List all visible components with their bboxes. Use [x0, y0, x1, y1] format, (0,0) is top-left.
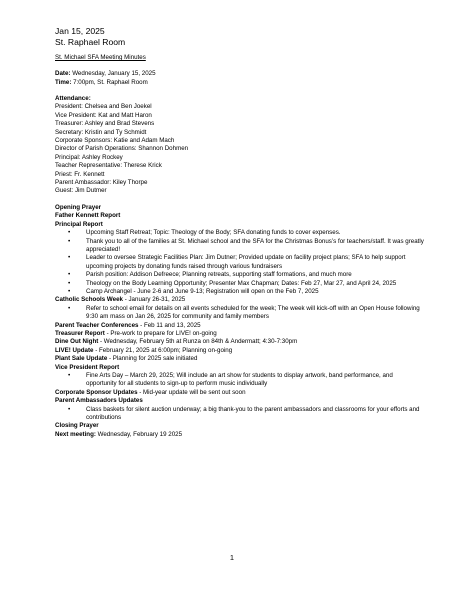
section-value: - Pre-work to prepare for LIVE! on-going — [104, 329, 217, 337]
attendance-line: Principal: Ashley Rockey — [55, 153, 123, 161]
list-item: • Thank you to all of the families at St. Michael school and the SFA for the Christmas Bonus’s for teachers/staff. It was greatly appreciated! — [55, 238, 425, 255]
document-title: St. Michael SFA Meeting Minutes — [55, 54, 146, 62]
next-meeting-value: Wednesday, February 19 2025 — [95, 430, 183, 438]
attendance-line: Teacher Representative: Therese Krick — [55, 162, 162, 170]
live-update — [55, 347, 425, 355]
treasurer-report — [55, 330, 425, 338]
attendance-heading: Attendance: — [55, 95, 91, 102]
meta-time-label: Time: — [55, 78, 72, 86]
section-label: Parent Teacher Conferences — [55, 321, 139, 329]
vice-president-report-list — [55, 372, 425, 389]
closing-prayer-heading: Closing Prayer — [55, 422, 99, 430]
parent-ambassadors-heading: Parent Ambassadors Updates — [55, 397, 143, 405]
corporate-sponsor-updates — [55, 389, 425, 397]
section-value: - Wednesday, February 5th at Runza on 84th & Andermatt; 4:30-7:30pm — [98, 338, 298, 346]
document-page — [55, 26, 425, 439]
attendance-line: Secretary: Kristin and Ty Schmidt — [55, 128, 147, 136]
attendance-line: Vice President: Kat and Matt Haron — [55, 111, 152, 119]
father-report-heading: Father Kennett Report — [55, 212, 121, 220]
page-number: 1 — [229, 553, 235, 562]
catholic-schools-week-label: Catholic Schools Week — [55, 296, 123, 304]
parent-teacher-conferences — [55, 322, 425, 330]
meta-time-value: 7:00pm, St. Raphael Room — [71, 78, 148, 86]
section-label: Plant Sale Update — [55, 355, 108, 363]
list-item: • Camp Archangel - June 2-6 and June 9-13; Registration will open on the Feb 7, 2025 — [55, 288, 425, 296]
meta-date-value: Wednesday, January 15, 2025 — [70, 70, 156, 78]
dine-out-night — [55, 338, 425, 346]
catholic-schools-week-list — [55, 305, 425, 322]
header-date: Jan 15, 2025 — [55, 26, 105, 36]
section-label: Dine Out Night — [55, 338, 99, 346]
attendance-line: Director of Parish Operations: Shannon Dohmen — [55, 145, 189, 153]
section-label: Treasurer Report — [55, 329, 105, 337]
next-meeting — [55, 431, 425, 439]
parent-ambassadors-list — [55, 406, 425, 423]
section-label: Corporate Sponsor Updates — [55, 388, 138, 396]
attendance-line: Priest: Fr. Kennett — [55, 170, 105, 178]
catholic-schools-week-value: - January 26-31, 2025 — [122, 296, 186, 304]
attendance-line: Guest: Jim Dutmer — [55, 187, 107, 195]
section-value: - Feb 11 and 13, 2025 — [138, 321, 201, 329]
principal-report-heading: Principal Report — [55, 220, 103, 228]
section-value: - Planning for 2025 sale initiated — [107, 355, 198, 363]
list-item: • Fine Arts Day – March 29, 2025; Will include an art show for students to display artwork, band performance, and opportunity for all students to sign-up to perform music individually — [55, 372, 425, 389]
attendance-line: Parent Ambassador: Kiley Thorpe — [55, 179, 148, 187]
list-item: • Class baskets for silent auction underway; a big thank-you to the parent ambassadors and classrooms for your efforts and contributions — [55, 406, 425, 423]
principal-report-list — [55, 229, 425, 296]
section-value: - February 21, 2025 at 6:00pm; Planning on-going — [93, 346, 233, 354]
section-label: LIVE! Update — [55, 346, 94, 354]
meta-time — [55, 79, 425, 87]
header-room: St. Raphael Room — [55, 36, 126, 47]
list-item: • Upcoming Staff Retreat; Topic: Theology of the Body; SFA donating funds to cover expenses. — [55, 229, 425, 237]
attendance-line: Treasurer: Ashley and Brad Stevens — [55, 120, 155, 128]
section-value: - Mid-year update will be sent out soon — [137, 388, 246, 396]
next-meeting-label: Next meeting: — [55, 430, 96, 438]
list-item: • Parish position: Addison Defreece; Planning retreats, supporting staff formations, and much more — [55, 271, 425, 279]
catholic-schools-week — [55, 296, 425, 304]
meta-date — [55, 70, 425, 78]
list-item: • Refer to school email for details on all events scheduled for the week; The week will kick-off with an Open House following 9:30 am mass on Jan 26, 2025 for community and family members — [55, 305, 425, 322]
attendance-line: President: Chelsea and Ben Joekel — [55, 103, 152, 111]
opening-prayer-heading: Opening Prayer — [55, 203, 102, 211]
list-item: • Leader to oversee Strategic Facilities Plan: Jim Dutner; Provided update on facility project plans; SFA to help support upcoming projects by donating funds raised through various fundraisers — [55, 254, 425, 271]
attendance-line: Corporate Sponsors: Katie and Adam Mach — [55, 137, 175, 145]
list-item: • Theology on the Body Learning Opportunity; Presenter Max Chapman; Dates: Feb 27, Mar 27, and April 24, 2025 — [55, 280, 425, 288]
meta-date-label: Date: — [55, 70, 71, 78]
vice-president-report-heading: Vice President Report — [55, 363, 120, 371]
plant-sale-update — [55, 355, 425, 363]
